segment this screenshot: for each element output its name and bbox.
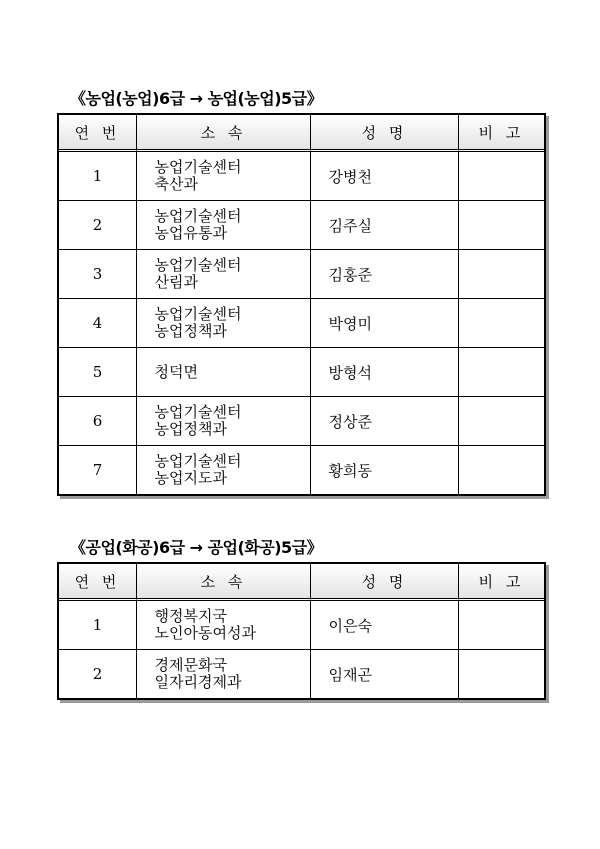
department-text [155,657,293,691]
department-line: 농업유통과 [154,224,227,242]
row-name-cell [311,201,459,250]
row-department [137,650,311,698]
table-row [59,250,544,299]
row-name-cell [311,650,459,698]
row-number: 5 [59,348,137,397]
row-number: 2 [59,201,137,250]
table-row [59,446,544,494]
department-text [155,364,293,381]
header-number: 연 번 [59,564,137,601]
row-note [459,299,544,348]
row-number: 3 [59,250,137,299]
department-text [155,208,293,242]
table-row [59,201,544,250]
department-text [155,404,293,438]
department-line: 농업기술센터 [154,452,242,470]
section-title-agriculture: 《농업(농업)6급 → 농업(농업)5급》 [70,89,323,108]
row-number: 4 [59,299,137,348]
row-department [137,446,311,494]
table-row [59,152,544,201]
department-text [155,159,293,193]
department-line: 산림과 [154,273,198,291]
department-text [155,257,293,291]
row-number: 6 [59,397,137,446]
table-row [59,348,544,397]
department-text [155,306,293,340]
department-line: 농업기술센터 [154,403,242,421]
employee-name: 임재곤 [328,665,372,684]
department-line: 농업기술센터 [154,207,242,225]
department-line: 농업정책과 [154,420,227,438]
employee-name: 강병천 [328,167,372,186]
employee-name: 정상준 [328,412,372,431]
table-row [59,397,544,446]
row-note [459,650,544,698]
row-department [137,348,311,397]
department-line: 노인아동여성과 [154,624,256,642]
table-row [59,601,544,650]
promotion-table-agriculture [57,113,546,496]
employee-name: 황희동 [328,461,372,480]
row-note [459,152,544,201]
table-row [59,299,544,348]
row-department [137,601,311,650]
promotion-table-chemical [57,562,546,700]
row-number: 2 [59,650,137,698]
row-note [459,446,544,494]
department-line: 농업기술센터 [154,158,242,176]
department-line: 농업정책과 [154,322,227,340]
table-header-row [59,564,544,601]
row-name-cell [311,601,459,650]
department-line: 농업기술센터 [154,256,242,274]
row-department [137,299,311,348]
header-note: 비 고 [459,564,544,601]
header-department: 소 속 [137,564,311,601]
row-department [137,397,311,446]
row-note [459,348,544,397]
row-note [459,397,544,446]
row-department [137,201,311,250]
header-name: 성 명 [311,564,459,601]
department-line: 농업지도과 [154,469,227,487]
department-line: 일자리경제과 [154,673,242,691]
row-number: 7 [59,446,137,494]
employee-name: 박영미 [328,314,372,333]
row-note [459,201,544,250]
header-note: 비 고 [459,115,544,152]
row-name-cell [311,446,459,494]
department-text [155,608,293,642]
row-department [137,152,311,201]
row-name-cell [311,152,459,201]
row-note [459,601,544,650]
section-title-chemical: 《공업(화공)6급 → 공업(화공)5급》 [70,538,323,557]
row-name-cell [311,299,459,348]
department-line: 축산과 [154,175,198,193]
header-name: 성 명 [311,115,459,152]
employee-name: 김주실 [328,216,372,235]
row-note [459,250,544,299]
department-line: 청덕면 [154,362,198,381]
row-department [137,250,311,299]
department-line: 농업기술센터 [154,305,242,323]
header-department: 소 속 [137,115,311,152]
row-number: 1 [59,601,137,650]
row-number: 1 [59,152,137,201]
row-name-cell [311,397,459,446]
employee-name: 김홍준 [328,265,372,284]
employee-name: 이은숙 [328,616,372,635]
table-row [59,650,544,698]
header-number: 연 번 [59,115,137,152]
department-text [155,453,293,487]
department-line: 경제문화국 [154,656,227,674]
row-name-cell [311,348,459,397]
table-header-row [59,115,544,152]
employee-name: 방형석 [328,363,372,382]
row-name-cell [311,250,459,299]
department-line: 행정복지국 [154,607,227,625]
